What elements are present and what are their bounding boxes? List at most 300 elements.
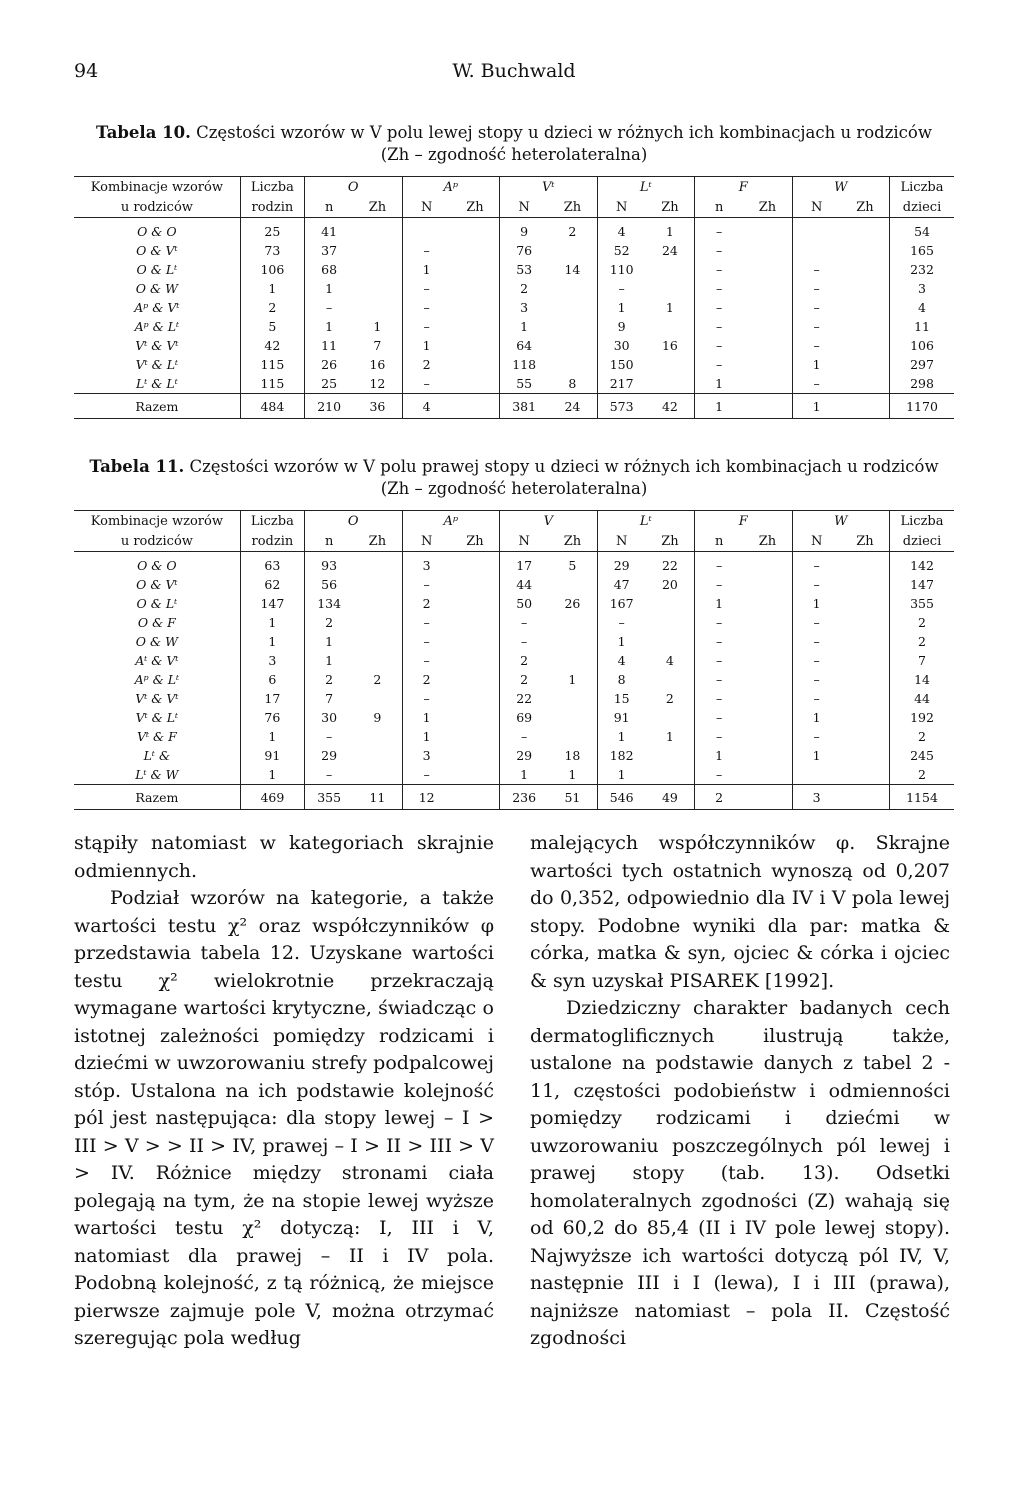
table-cell: – (423, 319, 430, 334)
body-paragraph: malejących współczynników φ. Skrajne wartości tych ostatnich wynoszą od 0,207 do 0,352, odpowiednio dla IV i V pola lewej stopy. Podobne wyniki dla par: matka & córka, matka & syn, ojciec & córka i ojciec & syn uzyskał PISAREK [1992]. (530, 832, 950, 992)
table-cell: – (326, 300, 333, 315)
table-cell: – (716, 634, 723, 649)
table-cell: 2 (520, 281, 529, 296)
row-combination-cell: O & Lᵗ (74, 594, 240, 613)
table-10-header-pattern-f: F (695, 177, 793, 198)
table-10-subheader: Zh (743, 197, 792, 218)
table-cell (743, 317, 792, 336)
body-text-right-column (530, 830, 950, 1353)
row-combination-cell: Aᵖ & Lᵗ (74, 670, 240, 689)
table-cell: – (813, 338, 820, 353)
table-cell: 3 (240, 651, 304, 670)
table-10-subheader: N (402, 197, 451, 218)
table-11-subheader: Zh (646, 531, 695, 552)
table-cell (646, 594, 695, 613)
table-cell (743, 336, 792, 355)
table-cell: – (716, 319, 723, 334)
table-cell: 232 (910, 262, 934, 277)
table-cell: 41 (321, 224, 338, 239)
table-cell: 1 (646, 727, 695, 746)
table-cell (841, 594, 890, 613)
table-cell: 110 (609, 262, 634, 277)
table-cell (548, 241, 597, 260)
table-cell: – (423, 243, 430, 258)
table-cell: 1 (548, 765, 597, 785)
table-row (74, 355, 954, 374)
table-cell: 2 (325, 672, 334, 687)
table-cell: 56 (321, 577, 338, 592)
table-cell (743, 552, 792, 576)
table-cell (743, 594, 792, 613)
table-cell: 1 (715, 748, 724, 763)
table-cell (841, 279, 890, 298)
table-cell: 73 (240, 241, 304, 260)
total-label: Razem (74, 785, 240, 810)
table-cell (451, 374, 500, 394)
table-cell: 50 (516, 596, 533, 611)
table-cell: 17 (516, 558, 533, 573)
table-cell: – (716, 300, 723, 315)
table-cell (402, 218, 451, 242)
table-row (74, 689, 954, 708)
table-cell (548, 632, 597, 651)
table-cell: 150 (609, 357, 634, 372)
table-cell: 1 (240, 727, 304, 746)
table-cell: 26 (321, 357, 338, 372)
table-cell: 142 (910, 558, 934, 573)
table-cell (451, 651, 500, 670)
table-10-header-families: Liczba (240, 177, 304, 198)
table-cell: 217 (609, 376, 634, 391)
total-cell: 12 (402, 785, 451, 810)
table-11-subheader: n (305, 531, 354, 552)
table-cell: – (716, 281, 723, 296)
table-cell (743, 613, 792, 632)
table-cell: 2 (520, 653, 529, 668)
table-cell: 18 (548, 746, 597, 765)
table-cell (353, 575, 402, 594)
table-cell (451, 613, 500, 632)
table-11-label: Tabela 11. (89, 457, 185, 476)
table-cell: 11 (914, 319, 930, 334)
table-cell: 1 (520, 767, 529, 782)
total-cell (451, 785, 500, 810)
table-cell (451, 575, 500, 594)
table-cell: 1 (325, 653, 334, 668)
table-cell: 16 (353, 355, 402, 374)
table-11-header-families-2: rodzin (240, 531, 304, 552)
table-cell (451, 765, 500, 785)
table-cell (548, 298, 597, 317)
table-cell: – (813, 281, 820, 296)
body-paragraph: Dziedziczny charakter badanych cech dermatoglificznych ilustrują także, ustalone na podstawie danych z tabel 2 - 11, częstości podobieństw i odmienności pomiędzy rodzicami i dziećmi w uwzorowaniu poszczególnych pól lewej i prawej stopy (tab. 13). Odsetki homolateralnych zgodności (Z) wahają się od 60,2 do 85,4 (II i IV pole lewej stopy). Najwyższe ich wartości dotyczą pól IV, V, następnie III i I (lewa), I i III (prawa), najniższe natomiast – pola II. Częstość zgodności (530, 997, 950, 1349)
table-11-caption-note: (Zh – zgodność heterolateralna) (380, 479, 648, 498)
table-cell (353, 651, 402, 670)
table-cell (451, 317, 500, 336)
table-row (74, 613, 954, 632)
table-11-header-pattern-v: V (500, 511, 598, 532)
table-cell: 192 (910, 710, 934, 725)
table-cell: 1 (812, 748, 821, 763)
table-10-caption-text: Częstości wzorów w V polu lewej stopy u dzieci w różnych ich kombinacjach u rodziców (196, 123, 932, 142)
table-cell (353, 765, 402, 785)
table-cell: 1 (812, 596, 821, 611)
table-cell: – (716, 767, 723, 782)
table-cell (841, 670, 890, 689)
table-10-header-pattern-l: Lᵗ (597, 177, 695, 198)
table-cell: – (813, 729, 820, 744)
table-11-header-pattern-f: F (695, 511, 793, 532)
table-cell: 106 (240, 260, 304, 279)
total-cell: 42 (646, 394, 695, 419)
table-cell (451, 670, 500, 689)
table-11-header-pattern-w: W (792, 511, 890, 532)
table-11-header-combination: Kombinacje wzorów (74, 511, 240, 532)
table-cell: 2 (918, 767, 926, 782)
table-cell: 1 (715, 596, 724, 611)
table-cell: 2 (422, 357, 431, 372)
table-row (74, 670, 954, 689)
table-10-subheader: N (597, 197, 646, 218)
table-cell (646, 746, 695, 765)
table-row (74, 708, 954, 727)
table-cell: 44 (516, 577, 533, 592)
table-10 (74, 176, 954, 419)
table-cell: 47 (613, 577, 630, 592)
total-cell: 1154 (890, 785, 954, 810)
table-11 (74, 510, 954, 810)
table-cell: 11 (321, 338, 338, 353)
table-10-header-pattern-a: Aᵖ (402, 177, 500, 198)
total-cell: 1170 (890, 394, 954, 419)
table-10-header-children: Liczba (890, 177, 954, 198)
table-cell: 2 (520, 672, 529, 687)
table-cell: – (813, 300, 820, 315)
table-cell: 14 (914, 672, 930, 687)
table-cell: 26 (548, 594, 597, 613)
table-cell (451, 708, 500, 727)
row-combination-cell: O & O (74, 218, 240, 242)
table-cell (792, 241, 841, 260)
table-10-subheader: Zh (353, 197, 402, 218)
body-paragraph: stąpiły natomiast w kategoriach skrajnie odmiennych. (74, 832, 494, 882)
total-cell: 49 (646, 785, 695, 810)
table-cell: 1 (617, 729, 626, 744)
total-cell: 2 (695, 785, 744, 810)
table-10-subheader: N (792, 197, 841, 218)
total-cell (841, 394, 890, 419)
table-cell: 1 (325, 634, 334, 649)
row-combination-cell: O & O (74, 552, 240, 576)
table-11-subheader: Zh (743, 531, 792, 552)
table-cell: 76 (240, 708, 304, 727)
table-cell: – (813, 653, 820, 668)
table-11-header-children-2: dzieci (890, 531, 954, 552)
row-combination-cell: Vᵗ & Lᵗ (74, 355, 240, 374)
table-cell (743, 575, 792, 594)
row-combination-cell: Vᵗ & Vᵗ (74, 689, 240, 708)
row-combination-cell: O & Vᵗ (74, 575, 240, 594)
table-cell (451, 689, 500, 708)
table-cell (792, 218, 841, 242)
table-cell: 4 (617, 224, 626, 239)
table-10-subheader: n (695, 197, 744, 218)
table-cell (353, 746, 402, 765)
table-cell: 25 (240, 218, 304, 242)
table-cell: – (423, 577, 430, 592)
table-cell (548, 727, 597, 746)
table-cell (646, 355, 695, 374)
table-cell: 9 (353, 708, 402, 727)
table-cell (646, 632, 695, 651)
total-cell: 381 (500, 394, 549, 419)
table-cell: 3 (520, 300, 529, 315)
row-combination-cell: Vᵗ & Vᵗ (74, 336, 240, 355)
table-cell: 12 (353, 374, 402, 394)
table-cell (451, 218, 500, 242)
table-cell: 134 (317, 596, 342, 611)
total-cell (841, 785, 890, 810)
table-cell (743, 765, 792, 785)
table-10-header-children-2: dzieci (890, 197, 954, 218)
table-cell (743, 218, 792, 242)
row-combination-cell: Lᵗ & (74, 746, 240, 765)
table-cell (548, 708, 597, 727)
table-cell (646, 374, 695, 394)
total-cell: 484 (240, 394, 304, 419)
table-cell (353, 298, 402, 317)
table-cell: 1 (715, 376, 724, 391)
table-cell (451, 727, 500, 746)
table-cell: 1 (353, 317, 402, 336)
table-cell: 9 (617, 319, 626, 334)
table-cell (841, 298, 890, 317)
table-cell (451, 355, 500, 374)
table-cell: – (521, 729, 528, 744)
table-cell: – (423, 634, 430, 649)
table-cell: 4 (617, 653, 626, 668)
table-cell: 1 (422, 710, 431, 725)
table-total-row (74, 394, 954, 419)
row-combination-cell: O & W (74, 279, 240, 298)
table-cell: 53 (516, 262, 533, 277)
table-cell: 22 (516, 691, 533, 706)
table-cell: 29 (613, 558, 630, 573)
table-cell (646, 613, 695, 632)
body-paragraph: Podział wzorów na kategorie, a także wartości testu χ² oraz współczynników φ przedstawia tabela 12. Uzyskane wartości testu χ² wielokrotnie przekraczają wymagane wartości krytyczne, świadcząc o istotnej zależności pomiędzy rodzicami i dziećmi w uwzorowaniu strefy podpalcowej stóp. Ustalona na ich podstawie kolejność pól jest następująca: dla stopy lewej – I > III > V > > II > IV, prawej – I > II > III > V > IV. Różnice między stronami ciała polegają na tym, że na stopie lewej wyższe wartości testu χ² dotyczą: I, III i V, natomiast dla prawej – II i IV pola. Podobną kolejność, z tą różnicą, że miejsce pierwsze zajmuje pole V, można otrzymać szeregując pola według (74, 887, 494, 1349)
table-cell: – (423, 691, 430, 706)
total-cell: 355 (305, 785, 354, 810)
total-cell: 236 (500, 785, 549, 810)
table-cell: 8 (617, 672, 626, 687)
table-row (74, 260, 954, 279)
table-cell: 63 (240, 552, 304, 576)
table-cell: 2 (325, 615, 334, 630)
table-cell: 1 (325, 281, 334, 296)
table-cell: 182 (609, 748, 634, 763)
table-cell: – (716, 615, 723, 630)
table-10-header-combination: Kombinacje wzorów (74, 177, 240, 198)
table-cell: – (813, 319, 820, 334)
table-cell (451, 552, 500, 576)
table-cell (451, 241, 500, 260)
row-combination-cell: Aᵖ & Lᵗ (74, 317, 240, 336)
table-cell (841, 374, 890, 394)
total-cell: 51 (548, 785, 597, 810)
table-cell (841, 765, 890, 785)
table-cell: 2 (918, 615, 926, 630)
table-cell: – (423, 376, 430, 391)
table-cell: 30 (613, 338, 630, 353)
table-cell: 297 (910, 357, 934, 372)
table-11-subheader: Zh (353, 531, 402, 552)
table-cell: 55 (516, 376, 533, 391)
table-cell (743, 632, 792, 651)
table-cell (451, 746, 500, 765)
table-cell: – (326, 767, 333, 782)
table-cell: 3 (422, 558, 431, 573)
table-row (74, 298, 954, 317)
table-11-header-combination-2: u rodziców (74, 531, 240, 552)
row-combination-cell: Aᵖ & Vᵗ (74, 298, 240, 317)
table-cell (743, 298, 792, 317)
table-cell: 167 (609, 596, 634, 611)
table-10-header-pattern-o: O (305, 177, 403, 198)
table-cell (353, 594, 402, 613)
total-cell: 4 (402, 394, 451, 419)
table-10-subheader: Zh (548, 197, 597, 218)
table-cell (646, 765, 695, 785)
table-cell: – (423, 767, 430, 782)
table-cell: 9 (520, 224, 529, 239)
row-combination-cell: O & F (74, 613, 240, 632)
table-cell: 2 (548, 218, 597, 242)
table-cell: 147 (240, 594, 304, 613)
table-11-subheader: Zh (451, 531, 500, 552)
row-combination-cell: O & Lᵗ (74, 260, 240, 279)
table-cell: 298 (910, 376, 934, 391)
table-cell (841, 727, 890, 746)
table-cell: 2 (918, 634, 926, 649)
table-10-header-families-2: rodzin (240, 197, 304, 218)
table-cell: – (813, 376, 820, 391)
table-11-subheader: N (402, 531, 451, 552)
table-cell (841, 218, 890, 242)
table-cell: 355 (910, 596, 934, 611)
table-cell (646, 670, 695, 689)
table-cell: 1 (240, 279, 304, 298)
total-cell (743, 785, 792, 810)
table-cell: 44 (914, 691, 930, 706)
table-cell (353, 279, 402, 298)
table-cell (451, 594, 500, 613)
table-cell (548, 575, 597, 594)
total-cell: 573 (597, 394, 646, 419)
table-cell (743, 241, 792, 260)
table-row (74, 746, 954, 765)
table-10-body (74, 218, 954, 419)
table-cell: – (716, 577, 723, 592)
table-cell: 115 (240, 355, 304, 374)
table-cell: 68 (321, 262, 338, 277)
table-cell (353, 689, 402, 708)
table-cell: 17 (240, 689, 304, 708)
table-cell (743, 670, 792, 689)
table-cell (451, 279, 500, 298)
table-cell: 93 (321, 558, 338, 573)
table-cell: 2 (240, 298, 304, 317)
table-11-body (74, 552, 954, 810)
table-cell: 2 (353, 670, 402, 689)
table-row (74, 336, 954, 355)
table-cell: – (813, 577, 820, 592)
table-cell: – (423, 615, 430, 630)
table-cell: – (716, 262, 723, 277)
table-cell: 2 (918, 729, 926, 744)
table-10-caption-note: (Zh – zgodność heterolateralna) (380, 145, 648, 164)
table-cell: 5 (548, 552, 597, 576)
table-cell (646, 317, 695, 336)
table-cell: 16 (646, 336, 695, 355)
table-cell (353, 552, 402, 576)
table-row (74, 241, 954, 260)
table-cell: – (521, 615, 528, 630)
table-cell (353, 727, 402, 746)
table-cell (451, 632, 500, 651)
table-cell: 64 (516, 338, 533, 353)
row-combination-cell: Lᵗ & Lᵗ (74, 374, 240, 394)
table-row (74, 594, 954, 613)
table-cell: 2 (422, 596, 431, 611)
table-cell: 106 (910, 338, 934, 353)
table-cell (743, 260, 792, 279)
table-cell: 20 (646, 575, 695, 594)
table-cell (841, 708, 890, 727)
table-10-subheader: N (500, 197, 549, 218)
total-cell (743, 394, 792, 419)
table-cell: 1 (422, 262, 431, 277)
table-row (74, 765, 954, 785)
table-cell: – (716, 710, 723, 725)
table-11-caption (74, 456, 954, 500)
table-cell (841, 613, 890, 632)
table-cell: – (618, 281, 625, 296)
table-cell (353, 613, 402, 632)
table-cell: 37 (321, 243, 338, 258)
table-11-header-families: Liczba (240, 511, 304, 532)
table-cell: 91 (240, 746, 304, 765)
table-11-header-pattern-l: Lᵗ (597, 511, 695, 532)
table-cell: 1 (240, 632, 304, 651)
table-cell (743, 279, 792, 298)
table-11-caption-text: Częstości wzorów w V polu prawej stopy u dzieci w różnych ich kombinacjach u rodziców (189, 457, 939, 476)
table-cell: 1 (520, 319, 529, 334)
row-combination-cell: Lᵗ & W (74, 765, 240, 785)
total-cell: 3 (792, 785, 841, 810)
table-cell (646, 260, 695, 279)
table-row (74, 279, 954, 298)
total-cell (451, 394, 500, 419)
table-cell: – (716, 357, 723, 372)
table-11-subheader: n (695, 531, 744, 552)
total-label: Razem (74, 394, 240, 419)
table-cell: – (716, 672, 723, 687)
table-cell (841, 241, 890, 260)
table-cell (841, 317, 890, 336)
table-cell (646, 279, 695, 298)
table-cell: 4 (918, 300, 926, 315)
table-cell: – (716, 338, 723, 353)
